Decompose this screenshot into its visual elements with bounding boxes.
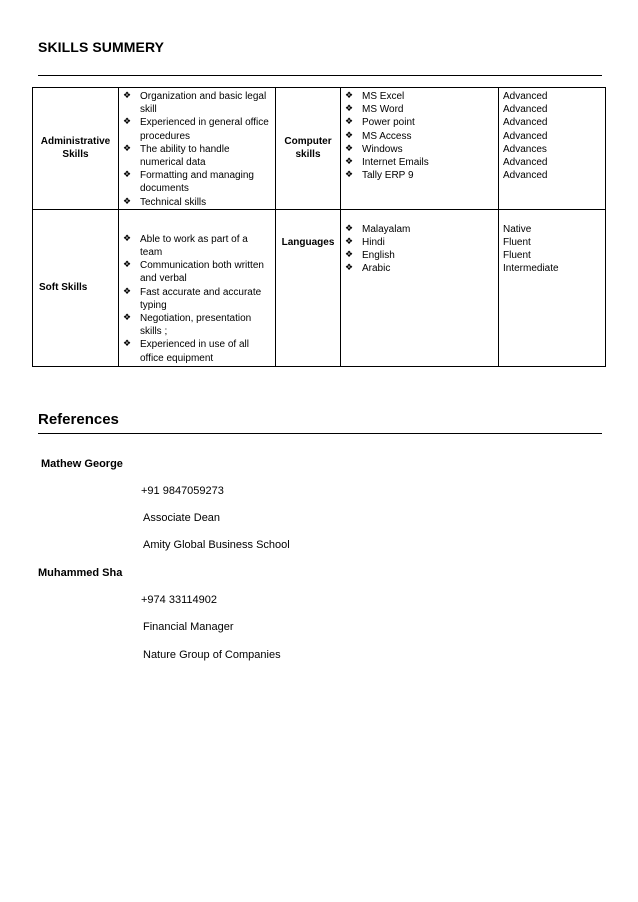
list-item: ❖ MS Word — [341, 103, 494, 116]
language-levels — [499, 221, 605, 276]
soft-skills-list — [119, 231, 275, 366]
skill-level: Advanced — [503, 117, 548, 129]
list-item: ❖ Technical skills — [119, 196, 271, 209]
skill-level: Advanced — [503, 157, 548, 169]
skill-level: Advanced — [503, 130, 548, 142]
list-item: ❖ MS Excel — [341, 90, 494, 103]
skill-level: Advanced — [503, 91, 548, 102]
computer-skills-cell — [341, 88, 499, 210]
reference-name: Muhammed Sha — [38, 567, 123, 579]
reference-organization: Nature Group of Companies — [143, 649, 281, 661]
reference-phone: +974 33114902 — [141, 594, 217, 606]
computer-skills-list — [341, 88, 498, 182]
reference-title: Associate Dean — [143, 512, 221, 524]
list-item: ❖ Arabic — [341, 262, 494, 275]
computer-skill-levels — [499, 88, 605, 182]
list-item: ❖ Malayalam — [341, 223, 494, 236]
language-level: Intermediate — [503, 263, 559, 275]
references-heading: References — [38, 411, 119, 428]
skill-level: Advanced — [503, 104, 548, 116]
list-item: ❖ Fast accurate and accurate typing — [119, 286, 271, 312]
list-item: ❖ Communication both written and verbal — [119, 259, 271, 285]
list-item: ❖ Negotiation, presentation skills ; — [119, 312, 271, 338]
skill-level: Advanced — [503, 170, 548, 182]
list-item: ❖ MS Access — [341, 130, 494, 143]
list-item: ❖ Experienced in use of all office equipment — [119, 338, 271, 364]
section-divider — [38, 75, 602, 76]
skills-row-2 — [33, 209, 606, 366]
list-item: ❖ Formatting and managing documents — [119, 169, 271, 195]
languages-list — [341, 221, 498, 276]
administrative-skills-cell — [119, 88, 276, 210]
skill-level: Advances — [503, 143, 547, 155]
reference-organization: Amity Global Business School — [143, 539, 290, 551]
list-item: ❖ Able to work as part of a team — [119, 233, 271, 259]
reference-name: Mathew George — [41, 458, 123, 470]
list-item: ❖ Experienced in general office procedures — [119, 116, 271, 142]
languages-label: Languages — [281, 236, 335, 248]
computer-skill-levels-cell — [499, 88, 606, 210]
list-item: ❖ Hindi — [341, 236, 494, 249]
list-item: ❖ The ability to handle numerical data — [119, 143, 271, 169]
soft-skills-label: Soft Skills — [33, 209, 119, 366]
list-item: ❖ Organization and basic legal skill — [119, 90, 271, 116]
language-levels-cell — [499, 209, 606, 366]
section-divider — [38, 433, 602, 434]
language-level: Fluent — [503, 250, 531, 262]
skills-row-1 — [33, 88, 606, 210]
computer-skills-label: Computer skills — [276, 88, 341, 210]
language-level: Native — [503, 223, 532, 235]
soft-skills-cell — [119, 209, 276, 366]
list-item: ❖ Tally ERP 9 — [341, 169, 494, 182]
administrative-skills-list — [119, 88, 275, 209]
list-item: ❖ Power point — [341, 116, 494, 129]
reference-phone: +91 9847059273 — [141, 485, 224, 497]
skills-table — [32, 87, 606, 367]
reference-title: Financial Manager — [143, 621, 234, 633]
languages-cell — [341, 209, 499, 366]
language-level: Fluent — [503, 237, 531, 249]
languages-label-cell — [276, 209, 341, 366]
skills-heading: SKILLS SUMMERY — [38, 39, 165, 55]
list-item: ❖ Windows — [341, 143, 494, 156]
list-item: ❖ Internet Emails — [341, 156, 494, 169]
list-item: ❖ English — [341, 249, 494, 262]
administrative-skills-label: Administrative Skills — [33, 88, 119, 210]
